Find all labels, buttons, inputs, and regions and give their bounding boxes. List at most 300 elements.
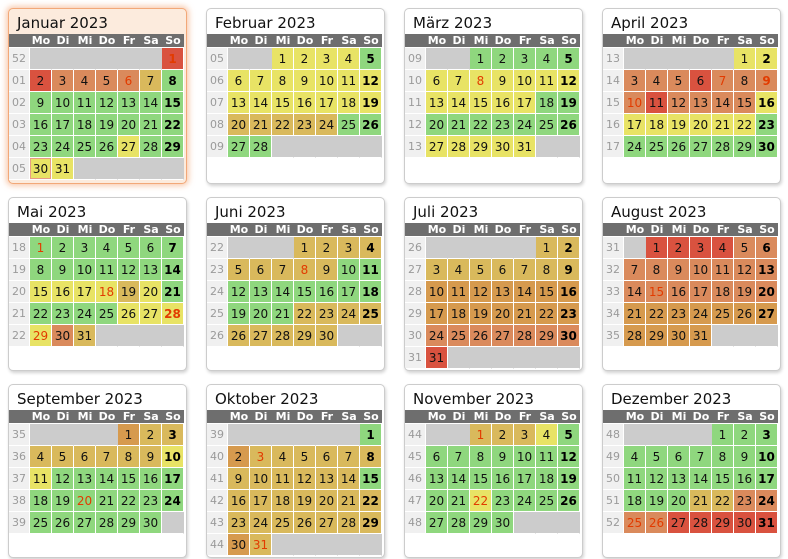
day-cell[interactable]: 23 — [492, 114, 514, 136]
day-cell[interactable]: 23 — [668, 303, 690, 325]
day-cell[interactable]: 19 — [52, 490, 74, 512]
day-cell[interactable]: 19 — [294, 490, 316, 512]
day-cell[interactable]: 1 — [470, 48, 492, 70]
day-cell[interactable]: 5 — [668, 70, 690, 92]
day-cell[interactable]: 5 — [52, 446, 74, 468]
day-cell[interactable]: 12 — [228, 281, 250, 303]
day-cell[interactable]: 16 — [668, 281, 690, 303]
day-cell[interactable]: 7 — [162, 237, 184, 259]
day-cell[interactable]: 10 — [514, 446, 536, 468]
day-cell[interactable]: 3 — [690, 237, 712, 259]
day-cell[interactable]: 21 — [250, 114, 272, 136]
day-cell[interactable]: 1 — [470, 424, 492, 446]
day-cell[interactable]: 23 — [140, 490, 162, 512]
day-cell[interactable]: 12 — [96, 92, 118, 114]
day-cell[interactable]: 20 — [690, 114, 712, 136]
day-cell[interactable]: 3 — [74, 237, 96, 259]
day-cell[interactable]: 9 — [316, 259, 338, 281]
day-cell[interactable]: 14 — [140, 92, 162, 114]
day-cell[interactable]: 12 — [360, 70, 382, 92]
day-cell[interactable]: 16 — [734, 468, 756, 490]
day-cell[interactable]: 25 — [646, 136, 668, 158]
day-cell[interactable]: 23 — [316, 303, 338, 325]
day-cell[interactable]: 13 — [228, 92, 250, 114]
day-cell[interactable]: 13 — [140, 259, 162, 281]
day-cell[interactable]: 29 — [118, 512, 140, 534]
day-cell[interactable]: 17 — [690, 281, 712, 303]
day-cell[interactable]: 22 — [536, 303, 558, 325]
day-cell[interactable]: 18 — [30, 490, 52, 512]
day-cell[interactable]: 7 — [690, 446, 712, 468]
day-cell[interactable]: 16 — [140, 468, 162, 490]
day-cell[interactable]: 24 — [690, 303, 712, 325]
day-cell[interactable]: 2 — [734, 424, 756, 446]
day-cell[interactable]: 27 — [140, 303, 162, 325]
day-cell[interactable]: 4 — [338, 48, 360, 70]
day-cell[interactable]: 6 — [690, 70, 712, 92]
day-cell[interactable]: 31 — [250, 534, 272, 556]
day-cell[interactable]: 20 — [118, 114, 140, 136]
day-cell[interactable]: 31 — [52, 158, 74, 180]
day-cell[interactable]: 2 — [756, 48, 778, 70]
day-cell[interactable]: 2 — [316, 237, 338, 259]
day-cell[interactable]: 28 — [712, 136, 734, 158]
day-cell[interactable]: 21 — [162, 281, 184, 303]
day-cell[interactable]: 22 — [162, 114, 184, 136]
day-cell[interactable]: 6 — [140, 237, 162, 259]
day-cell[interactable]: 7 — [624, 259, 646, 281]
day-cell[interactable]: 20 — [316, 490, 338, 512]
day-cell[interactable]: 22 — [118, 490, 140, 512]
day-cell[interactable]: 27 — [250, 325, 272, 347]
day-cell[interactable]: 25 — [96, 303, 118, 325]
day-cell[interactable]: 11 — [536, 446, 558, 468]
day-cell[interactable]: 21 — [272, 303, 294, 325]
day-cell[interactable]: 6 — [118, 70, 140, 92]
day-cell[interactable]: 11 — [448, 281, 470, 303]
day-cell[interactable]: 5 — [558, 48, 580, 70]
day-cell[interactable]: 25 — [74, 136, 96, 158]
day-cell[interactable]: 9 — [30, 92, 52, 114]
day-cell[interactable]: 29 — [536, 325, 558, 347]
day-cell[interactable]: 26 — [228, 325, 250, 347]
day-cell[interactable]: 1 — [272, 48, 294, 70]
day-cell[interactable]: 22 — [646, 303, 668, 325]
day-cell[interactable]: 21 — [448, 490, 470, 512]
day-cell[interactable]: 12 — [646, 468, 668, 490]
day-cell[interactable]: 26 — [558, 490, 580, 512]
day-cell[interactable]: 15 — [470, 92, 492, 114]
day-cell[interactable]: 17 — [624, 114, 646, 136]
day-cell[interactable]: 16 — [30, 114, 52, 136]
day-cell[interactable]: 1 — [294, 237, 316, 259]
day-cell[interactable]: 5 — [118, 237, 140, 259]
day-cell[interactable]: 29 — [294, 325, 316, 347]
day-cell[interactable]: 13 — [316, 468, 338, 490]
day-cell[interactable]: 28 — [624, 325, 646, 347]
day-cell[interactable]: 4 — [74, 70, 96, 92]
day-cell[interactable]: 20 — [140, 281, 162, 303]
day-cell[interactable]: 31 — [74, 325, 96, 347]
day-cell[interactable]: 5 — [360, 48, 382, 70]
day-cell[interactable]: 25 — [536, 490, 558, 512]
day-cell[interactable]: 13 — [492, 281, 514, 303]
day-cell[interactable]: 1 — [712, 424, 734, 446]
day-cell[interactable]: 2 — [228, 446, 250, 468]
day-cell[interactable]: 26 — [734, 303, 756, 325]
day-cell[interactable]: 24 — [250, 512, 272, 534]
day-cell[interactable]: 6 — [228, 70, 250, 92]
day-cell[interactable]: 9 — [52, 259, 74, 281]
day-cell[interactable]: 29 — [712, 512, 734, 534]
day-cell[interactable]: 11 — [624, 468, 646, 490]
day-cell[interactable]: 16 — [492, 92, 514, 114]
day-cell[interactable]: 31 — [756, 512, 778, 534]
day-cell[interactable]: 10 — [514, 70, 536, 92]
day-cell[interactable]: 21 — [448, 114, 470, 136]
day-cell[interactable]: 16 — [294, 92, 316, 114]
day-cell[interactable]: 29 — [360, 512, 382, 534]
day-cell[interactable]: 24 — [756, 490, 778, 512]
day-cell[interactable]: 18 — [338, 92, 360, 114]
day-cell[interactable]: 8 — [294, 259, 316, 281]
day-cell[interactable]: 10 — [756, 446, 778, 468]
day-cell[interactable]: 30 — [734, 512, 756, 534]
day-cell[interactable]: 17 — [52, 114, 74, 136]
day-cell[interactable]: 6 — [426, 70, 448, 92]
day-cell[interactable]: 4 — [646, 70, 668, 92]
day-cell[interactable]: 9 — [140, 446, 162, 468]
day-cell[interactable]: 30 — [492, 136, 514, 158]
day-cell[interactable]: 25 — [338, 114, 360, 136]
day-cell[interactable]: 27 — [690, 136, 712, 158]
day-cell[interactable]: 17 — [514, 468, 536, 490]
day-cell[interactable]: 11 — [712, 259, 734, 281]
day-cell[interactable]: 11 — [536, 70, 558, 92]
day-cell[interactable]: 15 — [712, 468, 734, 490]
day-cell[interactable]: 5 — [646, 446, 668, 468]
day-cell[interactable]: 4 — [272, 446, 294, 468]
day-cell[interactable]: 7 — [712, 70, 734, 92]
day-cell[interactable]: 12 — [470, 281, 492, 303]
day-cell[interactable]: 3 — [162, 424, 184, 446]
day-cell[interactable]: 10 — [690, 259, 712, 281]
day-cell[interactable]: 30 — [140, 512, 162, 534]
day-cell[interactable]: 5 — [96, 70, 118, 92]
day-cell[interactable]: 17 — [162, 468, 184, 490]
day-cell[interactable]: 3 — [316, 48, 338, 70]
day-cell[interactable]: 24 — [514, 490, 536, 512]
day-cell[interactable]: 19 — [96, 114, 118, 136]
day-cell[interactable]: 14 — [690, 468, 712, 490]
day-cell[interactable]: 27 — [668, 512, 690, 534]
day-cell[interactable]: 10 — [52, 92, 74, 114]
day-cell[interactable]: 3 — [338, 237, 360, 259]
day-cell[interactable]: 28 — [448, 136, 470, 158]
day-cell[interactable]: 9 — [558, 259, 580, 281]
day-cell[interactable]: 8 — [272, 70, 294, 92]
day-cell[interactable]: 29 — [734, 136, 756, 158]
day-cell[interactable]: 16 — [558, 281, 580, 303]
day-cell[interactable]: 26 — [118, 303, 140, 325]
day-cell[interactable]: 31 — [426, 347, 448, 369]
day-cell[interactable]: 10 — [74, 259, 96, 281]
day-cell[interactable]: 13 — [74, 468, 96, 490]
day-cell[interactable]: 1 — [30, 237, 52, 259]
day-cell[interactable]: 18 — [272, 490, 294, 512]
day-cell[interactable]: 1 — [646, 237, 668, 259]
day-cell[interactable]: 7 — [250, 70, 272, 92]
day-cell[interactable]: 20 — [492, 303, 514, 325]
day-cell[interactable]: 4 — [536, 48, 558, 70]
day-cell[interactable]: 13 — [250, 281, 272, 303]
day-cell[interactable]: 11 — [96, 259, 118, 281]
day-cell[interactable]: 3 — [514, 424, 536, 446]
day-cell[interactable]: 19 — [558, 468, 580, 490]
day-cell[interactable]: 21 — [140, 114, 162, 136]
day-cell[interactable]: 26 — [470, 325, 492, 347]
day-cell[interactable]: 9 — [734, 446, 756, 468]
day-cell[interactable]: 27 — [426, 512, 448, 534]
day-cell[interactable]: 30 — [492, 512, 514, 534]
day-cell[interactable]: 20 — [756, 281, 778, 303]
day-cell[interactable]: 1 — [162, 48, 184, 70]
day-cell[interactable]: 15 — [162, 92, 184, 114]
day-cell[interactable]: 3 — [250, 446, 272, 468]
day-cell[interactable]: 31 — [514, 136, 536, 158]
day-cell[interactable]: 7 — [338, 446, 360, 468]
day-cell[interactable]: 30 — [558, 325, 580, 347]
day-cell[interactable]: 12 — [734, 259, 756, 281]
day-cell[interactable]: 14 — [162, 259, 184, 281]
day-cell[interactable]: 8 — [30, 259, 52, 281]
day-cell[interactable]: 29 — [646, 325, 668, 347]
day-cell[interactable]: 26 — [52, 512, 74, 534]
day-cell[interactable]: 21 — [712, 114, 734, 136]
day-cell[interactable]: 17 — [426, 303, 448, 325]
day-cell[interactable]: 25 — [30, 512, 52, 534]
day-cell[interactable]: 19 — [734, 281, 756, 303]
day-cell[interactable]: 24 — [624, 136, 646, 158]
day-cell[interactable]: 4 — [536, 424, 558, 446]
day-cell[interactable]: 24 — [74, 303, 96, 325]
day-cell[interactable]: 3 — [426, 259, 448, 281]
day-cell[interactable]: 12 — [668, 92, 690, 114]
day-cell[interactable]: 18 — [448, 303, 470, 325]
day-cell[interactable]: 8 — [712, 446, 734, 468]
day-cell[interactable]: 13 — [426, 92, 448, 114]
day-cell[interactable]: 11 — [338, 70, 360, 92]
day-cell[interactable]: 25 — [272, 512, 294, 534]
day-cell[interactable]: 28 — [140, 136, 162, 158]
day-cell[interactable]: 22 — [470, 490, 492, 512]
day-cell[interactable]: 18 — [646, 114, 668, 136]
day-cell[interactable]: 5 — [294, 446, 316, 468]
day-cell[interactable]: 1 — [118, 424, 140, 446]
day-cell[interactable]: 28 — [514, 325, 536, 347]
day-cell[interactable]: 14 — [448, 92, 470, 114]
day-cell[interactable]: 26 — [360, 114, 382, 136]
day-cell[interactable]: 16 — [52, 281, 74, 303]
day-cell[interactable]: 20 — [426, 490, 448, 512]
day-cell[interactable]: 26 — [294, 512, 316, 534]
day-cell[interactable]: 22 — [360, 490, 382, 512]
day-cell[interactable]: 20 — [250, 303, 272, 325]
day-cell[interactable]: 6 — [426, 446, 448, 468]
day-cell[interactable]: 17 — [316, 92, 338, 114]
day-cell[interactable]: 27 — [756, 303, 778, 325]
day-cell[interactable]: 14 — [272, 281, 294, 303]
day-cell[interactable]: 30 — [228, 534, 250, 556]
day-cell[interactable]: 18 — [536, 92, 558, 114]
day-cell[interactable]: 17 — [338, 281, 360, 303]
day-cell[interactable]: 18 — [624, 490, 646, 512]
day-cell[interactable]: 24 — [338, 303, 360, 325]
day-cell[interactable]: 28 — [448, 512, 470, 534]
day-cell[interactable]: 18 — [712, 281, 734, 303]
day-cell[interactable]: 24 — [316, 114, 338, 136]
day-cell[interactable]: 29 — [30, 325, 52, 347]
day-cell[interactable]: 7 — [96, 446, 118, 468]
day-cell[interactable]: 23 — [492, 490, 514, 512]
day-cell[interactable]: 14 — [338, 468, 360, 490]
day-cell[interactable]: 15 — [646, 281, 668, 303]
day-cell[interactable]: 4 — [712, 237, 734, 259]
day-cell[interactable]: 1 — [360, 424, 382, 446]
day-cell[interactable]: 9 — [492, 446, 514, 468]
day-cell[interactable]: 8 — [470, 446, 492, 468]
day-cell[interactable]: 9 — [228, 468, 250, 490]
day-cell[interactable]: 15 — [30, 281, 52, 303]
day-cell[interactable]: 2 — [30, 70, 52, 92]
day-cell[interactable]: 30 — [30, 158, 52, 180]
day-cell[interactable]: 11 — [646, 92, 668, 114]
day-cell[interactable]: 2 — [558, 237, 580, 259]
day-cell[interactable]: 10 — [624, 92, 646, 114]
day-cell[interactable]: 4 — [96, 237, 118, 259]
day-cell[interactable]: 22 — [712, 490, 734, 512]
day-cell[interactable]: 8 — [162, 70, 184, 92]
day-cell[interactable]: 23 — [52, 303, 74, 325]
day-cell[interactable]: 6 — [668, 446, 690, 468]
day-cell[interactable]: 26 — [558, 114, 580, 136]
day-cell[interactable]: 15 — [118, 468, 140, 490]
day-cell[interactable]: 5 — [558, 424, 580, 446]
day-cell[interactable]: 13 — [426, 468, 448, 490]
day-cell[interactable]: 9 — [294, 70, 316, 92]
day-cell[interactable]: 14 — [96, 468, 118, 490]
day-cell[interactable]: 8 — [470, 70, 492, 92]
day-cell[interactable]: 4 — [448, 259, 470, 281]
day-cell[interactable]: 24 — [426, 325, 448, 347]
day-cell[interactable]: 22 — [294, 303, 316, 325]
day-cell[interactable]: 21 — [338, 490, 360, 512]
day-cell[interactable]: 18 — [96, 281, 118, 303]
day-cell[interactable]: 12 — [294, 468, 316, 490]
day-cell[interactable]: 23 — [30, 136, 52, 158]
day-cell[interactable]: 5 — [470, 259, 492, 281]
day-cell[interactable]: 2 — [294, 48, 316, 70]
day-cell[interactable]: 30 — [668, 325, 690, 347]
day-cell[interactable]: 3 — [756, 424, 778, 446]
day-cell[interactable]: 10 — [338, 259, 360, 281]
day-cell[interactable]: 5 — [734, 237, 756, 259]
day-cell[interactable]: 25 — [360, 303, 382, 325]
day-cell[interactable]: 23 — [734, 490, 756, 512]
day-cell[interactable]: 25 — [536, 114, 558, 136]
day-cell[interactable]: 5 — [228, 259, 250, 281]
day-cell[interactable]: 27 — [426, 136, 448, 158]
day-cell[interactable]: 13 — [668, 468, 690, 490]
day-cell[interactable]: 6 — [316, 446, 338, 468]
day-cell[interactable]: 19 — [646, 490, 668, 512]
day-cell[interactable]: 27 — [228, 136, 250, 158]
day-cell[interactable]: 18 — [360, 281, 382, 303]
day-cell[interactable]: 7 — [140, 70, 162, 92]
day-cell[interactable]: 27 — [118, 136, 140, 158]
day-cell[interactable]: 4 — [30, 446, 52, 468]
day-cell[interactable]: 19 — [558, 92, 580, 114]
day-cell[interactable]: 16 — [492, 468, 514, 490]
day-cell[interactable]: 1 — [536, 237, 558, 259]
day-cell[interactable]: 20 — [426, 114, 448, 136]
day-cell[interactable]: 6 — [756, 237, 778, 259]
day-cell[interactable]: 23 — [558, 303, 580, 325]
day-cell[interactable]: 8 — [734, 70, 756, 92]
day-cell[interactable]: 20 — [228, 114, 250, 136]
day-cell[interactable]: 23 — [228, 512, 250, 534]
day-cell[interactable]: 2 — [668, 237, 690, 259]
day-cell[interactable]: 1 — [734, 48, 756, 70]
day-cell[interactable]: 19 — [118, 281, 140, 303]
day-cell[interactable]: 24 — [514, 114, 536, 136]
day-cell[interactable]: 26 — [96, 136, 118, 158]
day-cell[interactable]: 11 — [272, 468, 294, 490]
day-cell[interactable]: 19 — [668, 114, 690, 136]
day-cell[interactable]: 3 — [514, 48, 536, 70]
day-cell[interactable]: 22 — [470, 114, 492, 136]
day-cell[interactable]: 16 — [316, 281, 338, 303]
day-cell[interactable]: 11 — [360, 259, 382, 281]
day-cell[interactable]: 12 — [52, 468, 74, 490]
day-cell[interactable]: 10 — [316, 70, 338, 92]
day-cell[interactable]: 8 — [646, 259, 668, 281]
day-cell[interactable]: 13 — [690, 92, 712, 114]
day-cell[interactable]: 29 — [470, 512, 492, 534]
day-cell[interactable]: 25 — [448, 325, 470, 347]
day-cell[interactable]: 26 — [646, 512, 668, 534]
day-cell[interactable]: 19 — [470, 303, 492, 325]
day-cell[interactable]: 16 — [228, 490, 250, 512]
day-cell[interactable]: 24 — [162, 490, 184, 512]
day-cell[interactable]: 30 — [52, 325, 74, 347]
day-cell[interactable]: 14 — [712, 92, 734, 114]
day-cell[interactable]: 7 — [514, 259, 536, 281]
day-cell[interactable]: 30 — [756, 136, 778, 158]
day-cell[interactable]: 8 — [118, 446, 140, 468]
day-cell[interactable]: 6 — [492, 259, 514, 281]
day-cell[interactable]: 16 — [756, 92, 778, 114]
day-cell[interactable]: 2 — [492, 48, 514, 70]
day-cell[interactable]: 18 — [74, 114, 96, 136]
day-cell[interactable]: 23 — [756, 114, 778, 136]
day-cell[interactable]: 22 — [734, 114, 756, 136]
day-cell[interactable]: 6 — [250, 259, 272, 281]
day-cell[interactable]: 11 — [74, 92, 96, 114]
day-cell[interactable]: 19 — [228, 303, 250, 325]
day-cell[interactable]: 27 — [492, 325, 514, 347]
day-cell[interactable]: 15 — [294, 281, 316, 303]
